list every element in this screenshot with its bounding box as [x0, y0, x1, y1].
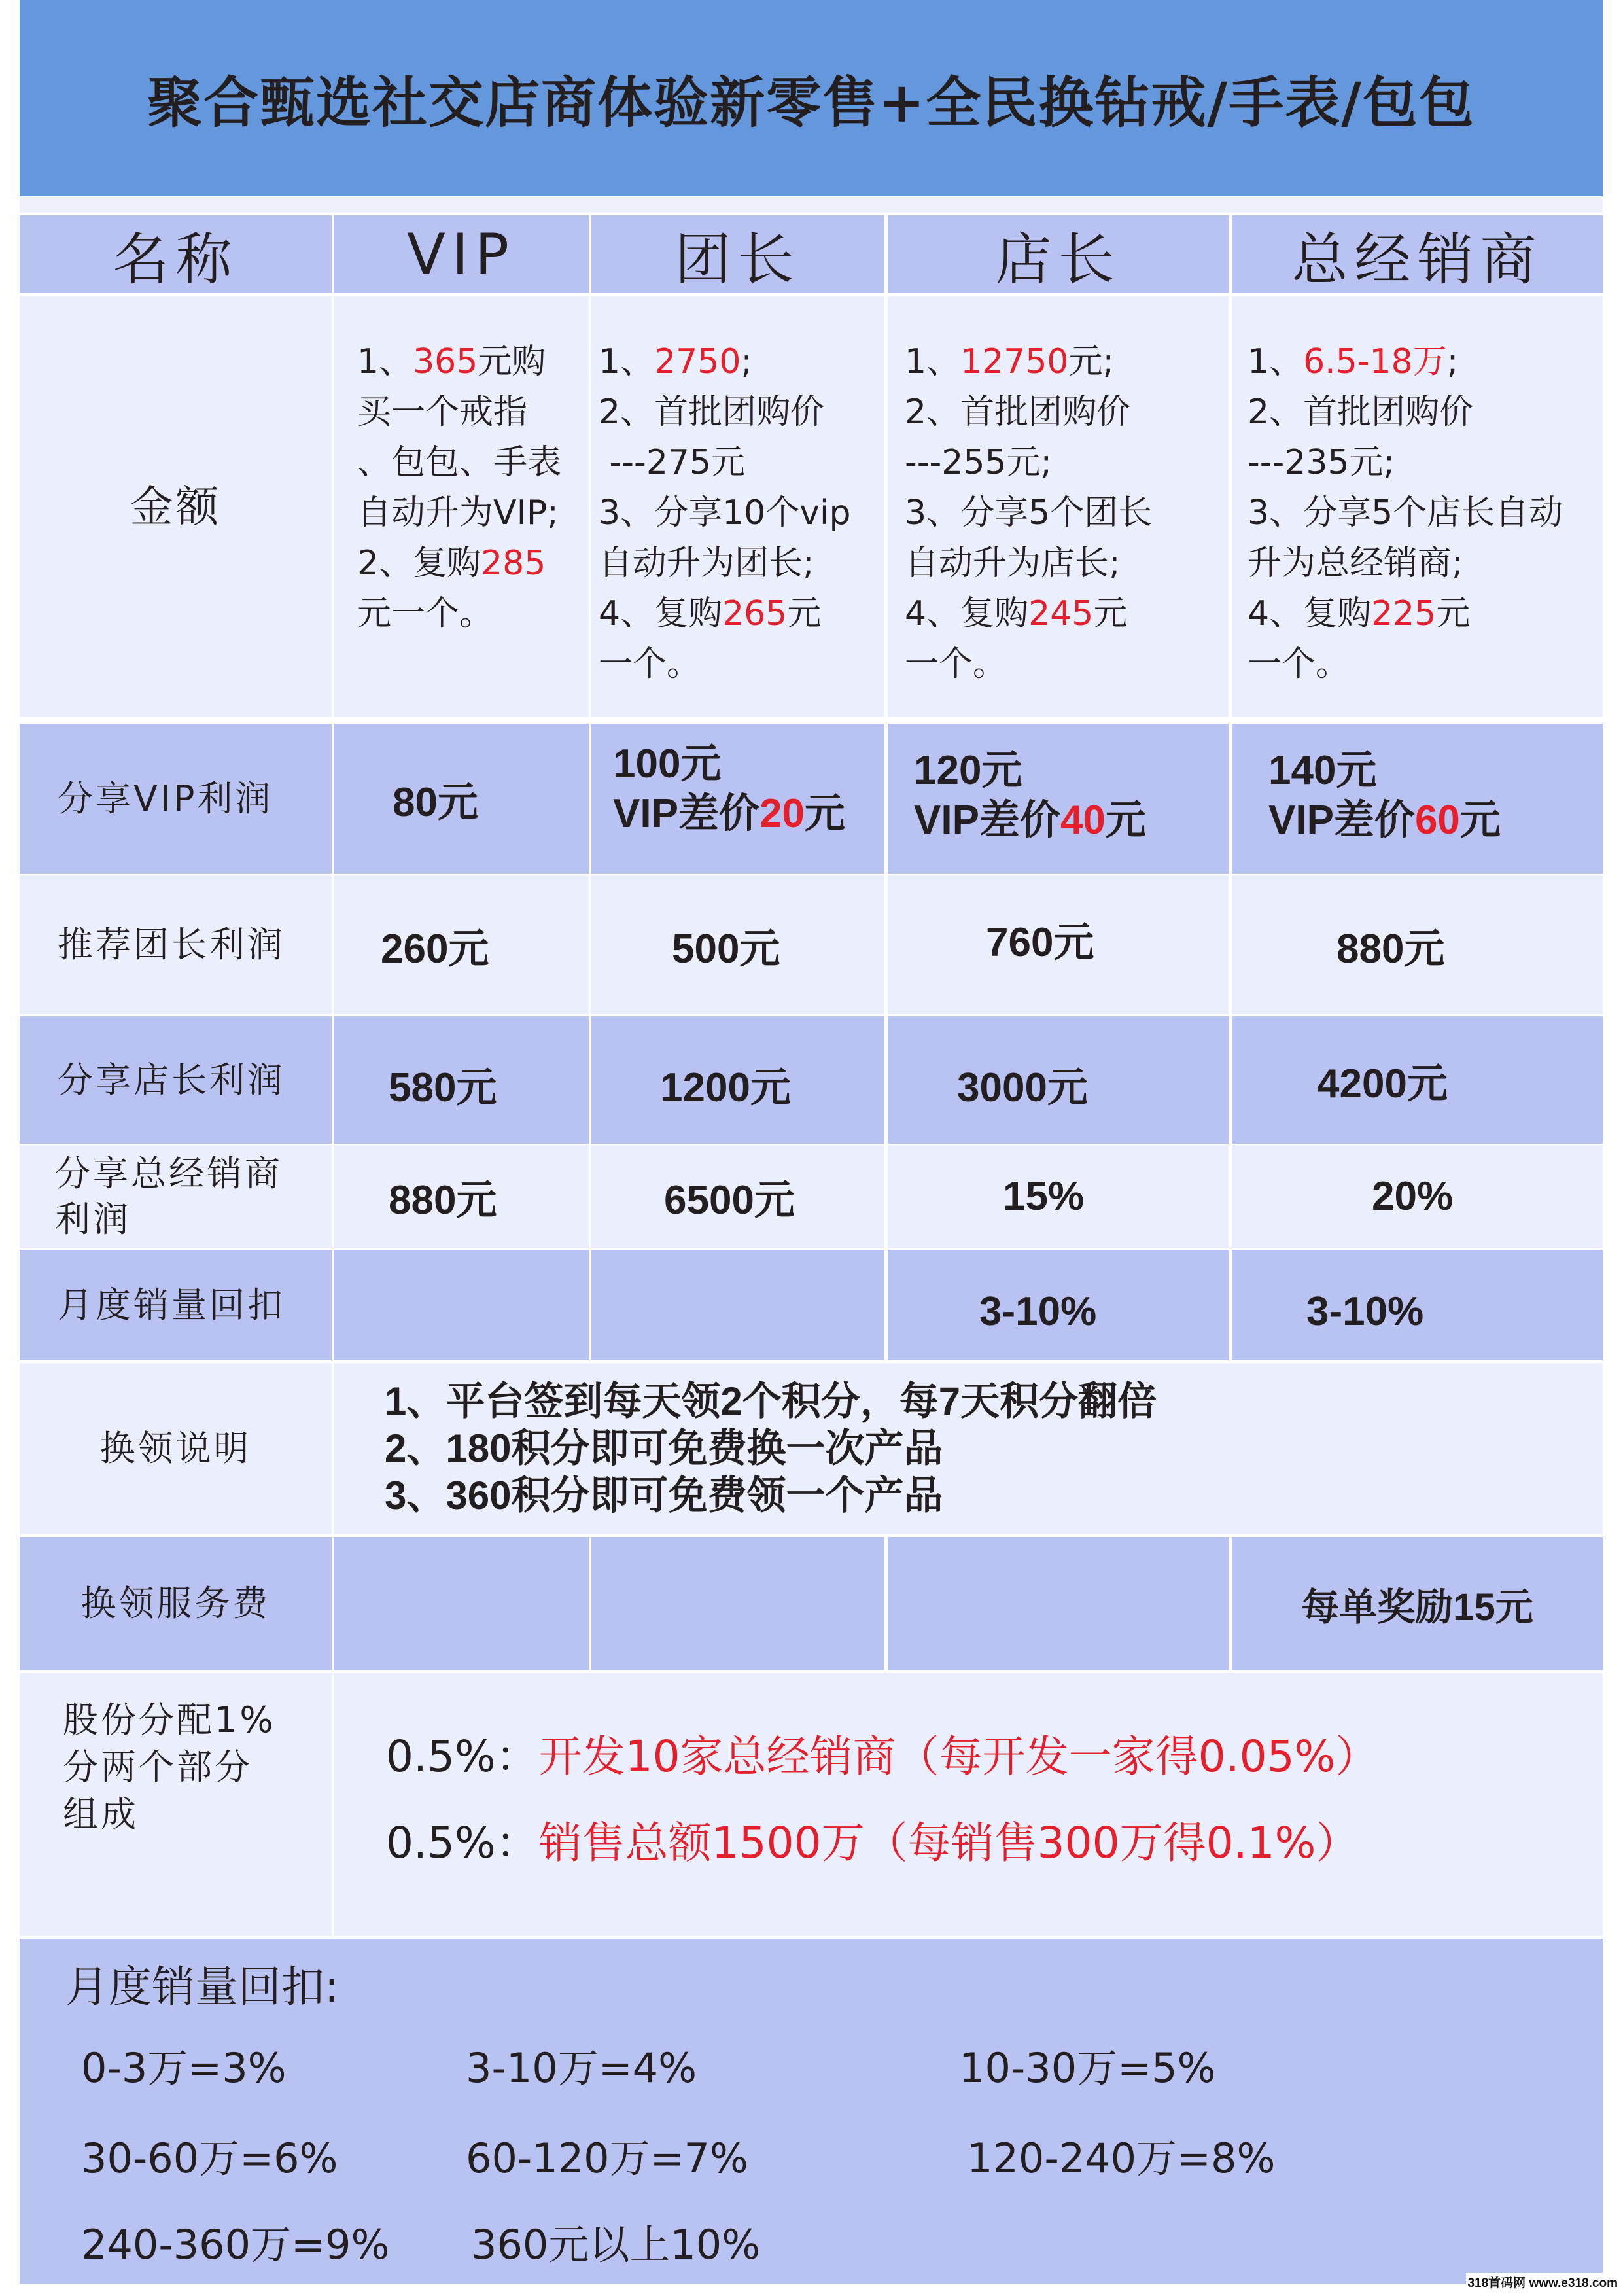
row-label-share-zongjingxiao — [20, 1145, 332, 1248]
row-label-text: 分两个部分 — [63, 1746, 253, 1788]
share-dz-cell-tuanzhang — [591, 1016, 884, 1144]
value-text: 1200元 — [660, 1065, 791, 1110]
value-text: 4200元 — [1317, 1061, 1448, 1106]
row-label-text: 分享店长利润 — [58, 1059, 285, 1101]
amount-line: 2、复购285 — [357, 544, 546, 583]
amount-cell-tuanzhang — [591, 296, 884, 717]
amount-lines-dianzhang — [905, 337, 1152, 690]
rebate-tier: 360元以上10% — [471, 2221, 761, 2269]
share-zjx-cell-vip — [334, 1145, 589, 1248]
amount-line: 4、复购245元 — [905, 594, 1128, 633]
service-fee-cell-vip — [334, 1537, 589, 1670]
amount-line: 升为总经销商; — [1248, 544, 1463, 583]
header-cell-vip — [334, 215, 589, 293]
row-label-service-fee — [20, 1537, 332, 1670]
header-label: 名称 — [113, 226, 239, 292]
vip-diff-text: VIP差价20元 — [613, 790, 845, 836]
amount-line: 一个。 — [905, 645, 1007, 684]
amount-line: 1、2750; — [599, 342, 752, 381]
recommend-cell-vip — [334, 875, 589, 1014]
amount-line: 1、6.5-18万; — [1248, 342, 1459, 381]
monthly-cell-vip — [334, 1250, 589, 1360]
monthly-cell-dianzhang — [888, 1250, 1229, 1360]
amount-cell-vip — [334, 296, 589, 717]
exchange-item: 3、360积分即可免费领一个产品 — [385, 1473, 943, 1517]
share-zjx-cell-tuanzhang — [591, 1145, 884, 1248]
value-text: 6500元 — [664, 1178, 795, 1223]
value-text: 580元 — [389, 1065, 497, 1110]
value-text: 15% — [1003, 1174, 1085, 1219]
share-vip-cell-vip — [334, 724, 589, 874]
title-banner — [20, 0, 1603, 196]
vip-diff-text: VIP差价60元 — [1268, 797, 1501, 843]
share-zjx-cell-dianzhang — [888, 1145, 1229, 1248]
row-label-text: 金额 — [130, 481, 222, 532]
share-line: 0.5%：销售总额1500万（每销售300万得0.1%） — [386, 1818, 1359, 1868]
value-text: 3-10% — [1306, 1289, 1424, 1334]
header-cell-name — [20, 215, 332, 293]
header-label: VIP — [406, 221, 516, 287]
share-dz-cell-zongjingxiao — [1232, 1016, 1603, 1144]
rebate-tier: 120-240万=8% — [967, 2134, 1276, 2182]
recommend-cell-zongjingxiao — [1232, 875, 1603, 1014]
amount-cell-zongjingxiao — [1232, 296, 1603, 717]
amount-line: 自动升为店长; — [905, 544, 1121, 583]
amount-line: ---275元 — [599, 443, 746, 482]
amount-line: 2、首批团购价 — [599, 393, 825, 432]
row-label-amount — [20, 296, 332, 717]
rebate-tier: 30-60万=6% — [81, 2134, 338, 2182]
header-cell-zongjingxiao — [1232, 215, 1603, 293]
value-text: 760元 — [986, 919, 1094, 965]
amount-line: 2、首批团购价 — [1248, 393, 1474, 432]
share-line: 0.5%：开发10家总经销商（每开发一家得0.05%） — [386, 1731, 1379, 1782]
rebate-tier: 0-3万=3% — [81, 2044, 287, 2092]
share-vip-cell-tuanzhang — [591, 724, 884, 874]
monthly-cell-zongjingxiao — [1232, 1250, 1603, 1360]
value-text: 500元 — [672, 926, 780, 972]
exchange-instructions — [334, 1363, 1603, 1534]
share-vip-cell-dianzhang — [888, 724, 1229, 874]
value-text: 20% — [1372, 1174, 1454, 1219]
row-label-recommend-tuanzhang — [20, 875, 332, 1014]
header-cell-tuanzhang — [591, 215, 884, 293]
amount-line: ---255元; — [905, 443, 1053, 482]
rebate-tier: 60-120万=7% — [466, 2134, 748, 2182]
value-text: 80元 — [393, 780, 478, 825]
row-label-monthly — [20, 1250, 332, 1360]
row-label-text: 分享VIP利润 — [58, 777, 273, 819]
exchange-item: 2、180积分即可免费换一次产品 — [385, 1426, 943, 1470]
monthly-rebate-section — [20, 1939, 1603, 2284]
row-label-share-vip — [20, 724, 332, 874]
value-text: 140元 — [1268, 747, 1377, 793]
value-text: 260元 — [381, 926, 489, 972]
amount-lines-vip — [357, 337, 561, 639]
amount-line: 4、复购265元 — [599, 594, 822, 633]
amount-line: 买一个戒指 — [357, 393, 528, 432]
value-text: 每单奖励15元 — [1301, 1586, 1533, 1629]
amount-line: 自动升为团长; — [599, 544, 814, 583]
header-cell-dianzhang — [888, 215, 1229, 293]
service-fee-cell-zongjingxiao — [1232, 1537, 1603, 1670]
watermark: 318首码网 www.e318.com — [1466, 2273, 1619, 2291]
row-label-text: 利润 — [55, 1198, 131, 1240]
rebate-tier: 240-360万=9% — [81, 2221, 390, 2269]
value-text: 3-10% — [979, 1289, 1097, 1334]
share-vip-cell-zongjingxiao — [1232, 724, 1603, 874]
share-zjx-cell-zongjingxiao — [1232, 1145, 1603, 1248]
amount-line: 一个。 — [599, 645, 701, 684]
row-label-text: 换领说明 — [99, 1427, 252, 1469]
shares-details — [334, 1673, 1603, 1936]
header-label: 团长 — [674, 226, 801, 292]
value-text: 880元 — [389, 1178, 497, 1223]
amount-lines-tuanzhang — [599, 337, 850, 690]
amount-line: 4、复购225元 — [1248, 594, 1471, 633]
row-label-text: 组成 — [63, 1793, 139, 1835]
service-fee-cell-tuanzhang — [591, 1537, 884, 1670]
amount-line: 1、365元购 — [357, 342, 546, 381]
value-text: 100元 — [613, 741, 722, 786]
amount-cell-dianzhang — [888, 296, 1229, 717]
row-label-shares — [20, 1673, 332, 1936]
value-text: 120元 — [914, 747, 1022, 793]
title-spacer — [20, 196, 1603, 213]
rebate-tier: 3-10万=4% — [466, 2044, 697, 2092]
recommend-cell-dianzhang — [888, 875, 1229, 1014]
amount-line: 一个。 — [1248, 645, 1350, 684]
row-label-text: 分享总经销商 — [55, 1152, 283, 1194]
monthly-cell-tuanzhang — [591, 1250, 884, 1360]
row-label-share-dianzhang — [20, 1016, 332, 1144]
amount-line: 、包包、手表 — [357, 443, 562, 482]
rebate-tier: 10-30万=5% — [959, 2044, 1216, 2092]
page-title: 聚合甄选社交店商体验新零售+全民换钻戒/手表/包包 — [147, 69, 1475, 135]
value-text: 3000元 — [957, 1065, 1088, 1110]
amount-line: 自动升为VIP; — [357, 493, 559, 533]
vip-diff-text: VIP差价40元 — [914, 797, 1146, 843]
header-label: 店长 — [995, 226, 1121, 292]
section-title: 月度销量回扣: — [65, 1962, 340, 2012]
share-dz-cell-dianzhang — [888, 1016, 1229, 1144]
row-label-text: 月度销量回扣 — [58, 1284, 285, 1326]
service-fee-cell-dianzhang — [888, 1537, 1229, 1670]
recommend-cell-tuanzhang — [591, 875, 884, 1014]
row-label-text: 换领服务费 — [80, 1583, 271, 1624]
amount-line: 3、分享5个店长自动 — [1248, 493, 1563, 533]
amount-line: 3、分享5个团长 — [905, 493, 1153, 533]
amount-line: 2、首批团购价 — [905, 393, 1131, 432]
amount-line: ---235元; — [1248, 443, 1395, 482]
share-dz-cell-vip — [334, 1016, 589, 1144]
amount-line: 1、12750元; — [905, 342, 1115, 381]
amount-line: 元一个。 — [357, 594, 494, 633]
amount-line: 3、分享10个vip — [599, 493, 851, 533]
exchange-item: 1、平台签到每天领2个积分，每7天积分翻倍 — [385, 1379, 1157, 1423]
header-label: 总经销商 — [1291, 226, 1543, 292]
row-label-exchange — [20, 1363, 332, 1534]
amount-lines-zongjingxiao — [1248, 337, 1563, 690]
value-text: 880元 — [1336, 926, 1445, 972]
row-label-text: 股份分配1% — [63, 1699, 276, 1740]
row-label-text: 推荐团长利润 — [58, 924, 285, 965]
